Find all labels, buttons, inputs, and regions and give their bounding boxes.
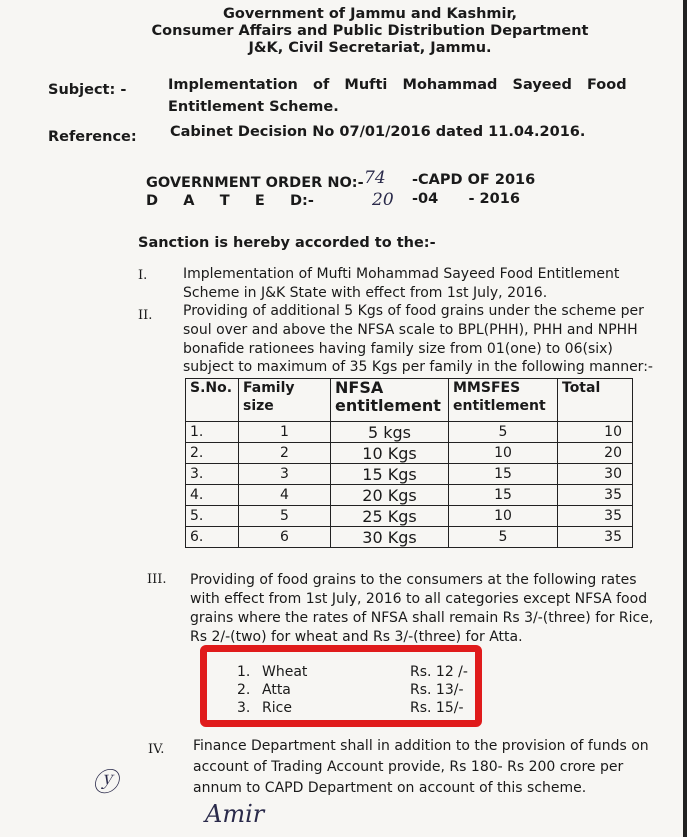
table-cell: 6. bbox=[186, 527, 239, 548]
col-header: Total bbox=[558, 379, 633, 422]
item-line: Implementation of Mufti Mohammad Sayeed Food Entitlement bbox=[183, 266, 620, 282]
table-row bbox=[186, 422, 633, 443]
rate-price: Rs. 13/- bbox=[410, 682, 464, 698]
table-cell: 2 bbox=[239, 443, 331, 464]
col-header: MMSFES entitlement bbox=[449, 379, 558, 422]
table-row bbox=[186, 464, 633, 485]
table-cell: 15 bbox=[449, 464, 558, 485]
date-label: D A T E D:- bbox=[146, 193, 314, 209]
rate-no: 2. bbox=[237, 682, 251, 698]
table-cell: 35 bbox=[558, 506, 633, 527]
col-header: NFSA entitlement bbox=[331, 379, 449, 422]
item-line: Providing of additional 5 Kgs of food grains under the scheme per bbox=[183, 303, 644, 319]
item-line: Scheme in J&K State with effect from 1st July, 2016. bbox=[183, 285, 548, 301]
rate-item: Wheat bbox=[262, 664, 308, 680]
rate-no: 3. bbox=[237, 700, 251, 716]
order-suffix: -CAPD OF 2016 bbox=[412, 172, 536, 188]
sanction-heading: Sanction is hereby accorded to the:- bbox=[138, 235, 436, 251]
item-numeral: IV. bbox=[148, 742, 165, 757]
header-line-2: Consumer Affairs and Public Distribution Department bbox=[151, 23, 589, 39]
table-cell: 15 bbox=[449, 485, 558, 506]
subject-label: Subject: - bbox=[48, 82, 127, 98]
table-cell: 2. bbox=[186, 443, 239, 464]
table-cell: 10 bbox=[449, 506, 558, 527]
table-cell: 5 kgs bbox=[331, 422, 449, 443]
item-line: with effect from 1st July, 2016 to all categories except NFSA food bbox=[190, 591, 648, 607]
table-cell: 35 bbox=[558, 485, 633, 506]
subject-text-1: Implementation of Mufti Mohammad Sayeed Food bbox=[168, 77, 627, 93]
table-cell: 5 bbox=[449, 527, 558, 548]
table-cell: 30 bbox=[558, 464, 633, 485]
table-cell: 15 Kgs bbox=[331, 464, 449, 485]
table-cell: 5 bbox=[449, 422, 558, 443]
rate-item: Rice bbox=[262, 700, 292, 716]
table-cell: 5. bbox=[186, 506, 239, 527]
col-header: S.No. bbox=[186, 379, 239, 422]
item-line: annum to CAPD Department on account of this scheme. bbox=[193, 780, 587, 796]
table-cell: 6 bbox=[239, 527, 331, 548]
rate-no: 1. bbox=[237, 664, 251, 680]
table-row bbox=[186, 506, 633, 527]
entitlement-table bbox=[185, 378, 633, 548]
table-cell: 20 bbox=[558, 443, 633, 464]
table-cell: 10 Kgs bbox=[331, 443, 449, 464]
table-row bbox=[186, 443, 633, 464]
header-line-3: J&K, Civil Secretariat, Jammu. bbox=[248, 40, 492, 56]
signature: Amir bbox=[205, 800, 265, 828]
table-cell: 10 bbox=[558, 422, 633, 443]
item-line: grains where the rates of NFSA shall remain Rs 3/-(three) for Rice, bbox=[190, 610, 654, 626]
reference-text: Cabinet Decision No 07/01/2016 dated 11.04.2016. bbox=[170, 124, 586, 140]
item-line: Finance Department shall in addition to the provision of funds on bbox=[193, 738, 649, 754]
item-line: subject to maximum of 35 Kgs per family in the following manner:- bbox=[183, 359, 653, 375]
table-row bbox=[186, 485, 633, 506]
item-line: bonafide rationees having family size from 01(one) to 06(six) bbox=[183, 341, 613, 357]
item-line: Providing of food grains to the consumers at the following rates bbox=[190, 572, 637, 588]
date-day: 20 bbox=[372, 190, 394, 210]
table-cell: 5 bbox=[239, 506, 331, 527]
col-header: Family size bbox=[239, 379, 331, 422]
item-numeral: II. bbox=[138, 308, 153, 323]
table-cell: 35 bbox=[558, 527, 633, 548]
table-cell: 3. bbox=[186, 464, 239, 485]
rate-price: Rs. 12 /- bbox=[410, 664, 468, 680]
table-cell: 1 bbox=[239, 422, 331, 443]
table-cell: 4 bbox=[239, 485, 331, 506]
rate-item: Atta bbox=[262, 682, 291, 698]
table-cell: 10 bbox=[449, 443, 558, 464]
table-cell: 20 Kgs bbox=[331, 485, 449, 506]
order-label: GOVERNMENT ORDER NO:- bbox=[146, 175, 364, 191]
table-cell: 25 Kgs bbox=[331, 506, 449, 527]
item-line: soul over and above the NFSA scale to BPL(PHH), PHH and NPHH bbox=[183, 322, 638, 338]
page-edge bbox=[683, 0, 687, 837]
header-line-1: Government of Jammu and Kashmir, bbox=[222, 6, 518, 22]
reference-label: Reference: bbox=[48, 129, 137, 145]
item-line: account of Trading Account provide, Rs 180- Rs 200 crore per bbox=[193, 759, 624, 775]
table-header-row bbox=[186, 379, 633, 422]
table-row bbox=[186, 527, 633, 548]
handwritten-mark: ⓨ bbox=[92, 768, 119, 798]
item-numeral: I. bbox=[138, 268, 148, 283]
table-cell: 3 bbox=[239, 464, 331, 485]
order-number: 74 bbox=[364, 168, 386, 188]
subject-text-2: Entitlement Scheme. bbox=[168, 99, 339, 115]
item-numeral: III. bbox=[147, 572, 167, 587]
item-line: Rs 2/-(two) for wheat and Rs 3/-(three) for Atta. bbox=[190, 629, 523, 645]
table-cell: 1. bbox=[186, 422, 239, 443]
table-cell: 30 Kgs bbox=[331, 527, 449, 548]
date-rest: -04 - 2016 bbox=[412, 191, 520, 207]
table-cell: 4. bbox=[186, 485, 239, 506]
rate-price: Rs. 15/- bbox=[410, 700, 464, 716]
